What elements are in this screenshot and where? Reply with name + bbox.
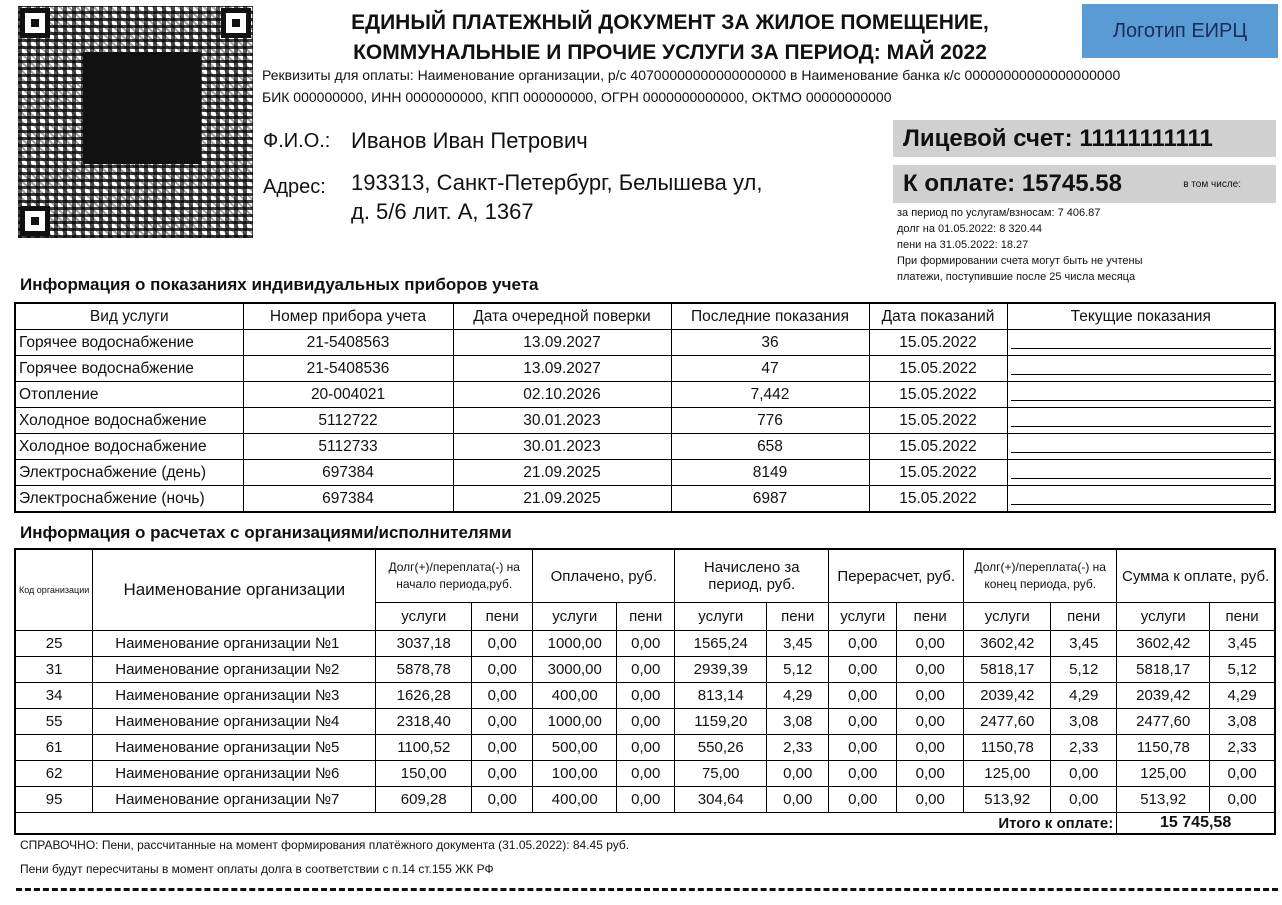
header-debt-end: Долг(+)/переплата(-) на конец периода, руб. — [964, 549, 1117, 603]
amount-cell: 3,08 — [1210, 709, 1275, 735]
amount-cell: 0,00 — [617, 709, 675, 735]
amount-cell: 2039,42 — [964, 683, 1051, 709]
amount-cell: 0,00 — [617, 631, 675, 657]
amount-cell: 304,64 — [675, 787, 767, 813]
document-title-line2: КОММУНАЛЬНЫЕ И ПРОЧИЕ УСЛУГИ ЗА ПЕРИОД: МАЙ 2022 — [353, 41, 987, 64]
current-reading-field[interactable] — [1007, 356, 1275, 382]
current-reading-field[interactable] — [1007, 486, 1275, 513]
document-title-line1: ЕДИНЫЙ ПЛАТЕЖНЫЙ ДОКУМЕНТ ЗА ЖИЛОЕ ПОМЕЩЕНИЕ, — [351, 11, 989, 34]
header-reading-date: Дата показаний — [869, 303, 1007, 330]
note-period: за период по услугам/взносам: 7 406.87 — [897, 207, 1101, 219]
amount-cell: 150,00 — [376, 761, 472, 787]
amount-cell: 0,00 — [829, 631, 897, 657]
amount-cell: 0,00 — [897, 735, 964, 761]
amount-cell: 0,00 — [617, 787, 675, 813]
amount-cell: 0,00 — [897, 709, 964, 735]
document-title — [260, 8, 1080, 68]
amount-cell: 0,00 — [897, 631, 964, 657]
amount-cell: 5,12 — [1051, 657, 1117, 683]
requisites-line1: Реквизиты для оплаты: Наименование организации, р/с 40700000000000000000 в Наименование банка к/с 00000000000000000000 — [262, 67, 1121, 83]
current-reading-field[interactable] — [1007, 460, 1275, 486]
amount-cell: 4,29 — [1051, 683, 1117, 709]
amount-cell: 0,00 — [897, 761, 964, 787]
amount-cell: 813,14 — [675, 683, 767, 709]
amount-cell: 3,08 — [767, 709, 829, 735]
note-warning-2: платежи, поступившие после 25 числа месяца — [897, 271, 1136, 283]
meters-table — [14, 302, 1276, 513]
org-name-cell: Наименование организации №3 — [93, 683, 376, 709]
amount-cell: 0,00 — [829, 683, 897, 709]
amount-cell: 1150,78 — [1117, 735, 1210, 761]
table-row: Горячее водоснабжение 21-5408563 13.09.2027 36 15.05.2022 — [15, 330, 1275, 356]
amount-cell: 5818,17 — [1117, 657, 1210, 683]
amount-cell: 5,12 — [1210, 657, 1275, 683]
org-code-cell: 61 — [15, 735, 93, 761]
amount-cell: 0,00 — [897, 787, 964, 813]
org-code-cell: 55 — [15, 709, 93, 735]
qr-finder-top-left — [20, 8, 50, 38]
amount-cell: 5,12 — [767, 657, 829, 683]
org-code-cell: 34 — [15, 683, 93, 709]
amount-cell: 0,00 — [472, 787, 533, 813]
amount-cell: 3,45 — [1051, 631, 1117, 657]
qr-finder-bottom-left — [20, 206, 50, 236]
amount-cell: 0,00 — [617, 761, 675, 787]
amount-cell: 0,00 — [617, 657, 675, 683]
header-recalc: Перерасчет, руб. — [829, 549, 964, 603]
payment-requisites — [262, 64, 1120, 108]
amount-cell: 0,00 — [472, 683, 533, 709]
org-name-cell: Наименование организации №5 — [93, 735, 376, 761]
calc-body — [15, 631, 1275, 813]
amount-cell: 3602,42 — [1117, 631, 1210, 657]
amount-cell: 3000,00 — [533, 657, 617, 683]
amount-cell: 2,33 — [767, 735, 829, 761]
amount-cell: 5818,17 — [964, 657, 1051, 683]
amount-cell: 0,00 — [472, 709, 533, 735]
account-number-box: Лицевой счет: 11111111111 — [893, 120, 1276, 157]
table-row: Холодное водоснабжение 5112722 30.01.2023 776 15.05.2022 — [15, 408, 1275, 434]
table-row — [15, 631, 1275, 657]
amount-cell: 4,29 — [767, 683, 829, 709]
amount-cell: 1565,24 — [675, 631, 767, 657]
table-row: Холодное водоснабжение 5112733 30.01.2023 658 15.05.2022 — [15, 434, 1275, 460]
cut-line — [16, 888, 1278, 891]
amount-cell: 2939,39 — [675, 657, 767, 683]
amount-cell: 5878,78 — [376, 657, 472, 683]
amount-cell: 0,00 — [767, 761, 829, 787]
header-last-reading: Последние показания — [671, 303, 869, 330]
org-name-cell: Наименование организации №6 — [93, 761, 376, 787]
current-reading-field[interactable] — [1007, 408, 1275, 434]
amount-cell: 0,00 — [767, 787, 829, 813]
header-service: Вид услуги — [15, 303, 243, 330]
amount-cell: 513,92 — [1117, 787, 1210, 813]
header-meter-number: Номер прибора учета — [243, 303, 453, 330]
address-line2: д. 5/6 лит. А, 1367 — [351, 199, 534, 224]
footer-note-1: СПРАВОЧНО: Пени, рассчитанные на момент формирования платёжного документа (31.05.2022): 84.45 руб. — [20, 838, 630, 852]
amount-cell: 0,00 — [472, 631, 533, 657]
logo-placeholder: Логотип ЕИРЦ — [1082, 4, 1278, 58]
total-row — [15, 813, 1275, 835]
amount-cell: 513,92 — [964, 787, 1051, 813]
meters-header-row — [15, 303, 1275, 330]
header-next-check: Дата очередной поверки — [453, 303, 671, 330]
qr-finder-top-right — [221, 8, 251, 38]
header-charged: Начислено за период, руб. — [675, 549, 829, 603]
amount-cell: 400,00 — [533, 787, 617, 813]
org-name-cell: Наименование организации №4 — [93, 709, 376, 735]
amount-cell: 1159,20 — [675, 709, 767, 735]
amount-due-box — [893, 165, 1276, 203]
amount-cell: 2318,40 — [376, 709, 472, 735]
amount-cell: 0,00 — [829, 709, 897, 735]
amount-cell: 3,45 — [1210, 631, 1275, 657]
amount-cell: 609,28 — [376, 787, 472, 813]
amount-cell: 0,00 — [472, 735, 533, 761]
amount-cell: 0,00 — [897, 657, 964, 683]
current-reading-field[interactable] — [1007, 330, 1275, 356]
table-row — [15, 735, 1275, 761]
table-row — [15, 657, 1275, 683]
amount-cell: 2039,42 — [1117, 683, 1210, 709]
table-row: Электроснабжение (ночь) 697384 21.09.2025 6987 15.05.2022 — [15, 486, 1275, 513]
table-row — [15, 761, 1275, 787]
fio-value: Иванов Иван Петрович — [351, 128, 588, 153]
qr-redaction-block — [83, 52, 201, 164]
amount-cell: 0,00 — [1051, 761, 1117, 787]
org-name-cell: Наименование организации №1 — [93, 631, 376, 657]
footer-note-2: Пени будут пересчитаны в момент оплаты долга в соответствии с п.14 ст.155 ЖК РФ — [20, 862, 494, 876]
amount-cell: 0,00 — [829, 657, 897, 683]
amount-cell: 0,00 — [829, 787, 897, 813]
amount-cell: 3,45 — [767, 631, 829, 657]
current-reading-field[interactable] — [1007, 382, 1275, 408]
header-to-pay: Сумма к оплате, руб. — [1117, 549, 1275, 603]
address-label: Адрес: — [263, 176, 326, 198]
org-code-cell: 95 — [15, 787, 93, 813]
org-code-cell: 31 — [15, 657, 93, 683]
meters-section-title: Информация о показаниях индивидуальных приборов учета — [20, 275, 539, 294]
calc-subheader-row: услуги пени услуги пени услуги пени услуги пени услуги пени услуги пени — [15, 603, 1275, 631]
amount-cell: 3,08 — [1051, 709, 1117, 735]
amount-cell: 100,00 — [533, 761, 617, 787]
amount-cell: 2477,60 — [964, 709, 1051, 735]
total-value: 15 745,58 — [1117, 813, 1275, 835]
table-row — [15, 683, 1275, 709]
amount-due: К оплате: 15745.58 — [903, 170, 1122, 197]
amount-cell: 1000,00 — [533, 631, 617, 657]
amount-cell: 550,26 — [675, 735, 767, 761]
amount-cell: 0,00 — [472, 761, 533, 787]
amount-cell: 0,00 — [472, 657, 533, 683]
amount-cell: 3037,18 — [376, 631, 472, 657]
current-reading-field[interactable] — [1007, 434, 1275, 460]
address-line1: 193313, Санкт-Петербург, Белышева ул, — [351, 170, 763, 195]
amount-cell: 0,00 — [829, 735, 897, 761]
amount-cell: 0,00 — [829, 761, 897, 787]
note-debt: долг на 01.05.2022: 8 320.44 — [897, 223, 1043, 235]
header-debt-start: Долг(+)/переплата(-) на начало периода,руб. — [376, 549, 533, 603]
table-row: Электроснабжение (день) 697384 21.09.2025 8149 15.05.2022 — [15, 460, 1275, 486]
requisites-line2: БИК 000000000, ИНН 0000000000, КПП 000000000, ОГРН 0000000000000, ОКТМО 00000000000 — [262, 89, 892, 105]
including-label: в том числе: — [1183, 179, 1241, 190]
amount-cell: 0,00 — [1051, 787, 1117, 813]
header-paid: Оплачено, руб. — [533, 549, 675, 603]
amount-cell: 1000,00 — [533, 709, 617, 735]
total-label: Итого к оплате: — [15, 813, 1117, 835]
amount-cell: 0,00 — [1210, 761, 1275, 787]
amount-breakdown — [897, 205, 1142, 285]
calc-section-title: Информация о расчетах с организациями/исполнителями — [20, 523, 512, 542]
org-code-cell: 25 — [15, 631, 93, 657]
amount-cell: 75,00 — [675, 761, 767, 787]
table-row: Отопление 20-004021 02.10.2026 7,442 15.05.2022 — [15, 382, 1275, 408]
table-row — [15, 787, 1275, 813]
amount-cell: 3602,42 — [964, 631, 1051, 657]
amount-cell: 0,00 — [617, 683, 675, 709]
amount-cell: 0,00 — [617, 735, 675, 761]
amount-cell: 4,29 — [1210, 683, 1275, 709]
header-org-name: Наименование организации — [93, 549, 376, 631]
amount-cell: 0,00 — [897, 683, 964, 709]
header-current-reading: Текущие показания — [1007, 303, 1275, 330]
org-name-cell: Наименование организации №7 — [93, 787, 376, 813]
table-row: Горячее водоснабжение 21-5408536 13.09.2027 47 15.05.2022 — [15, 356, 1275, 382]
note-warning-1: При формировании счета могут быть не учтены — [897, 255, 1143, 267]
amount-cell: 1150,78 — [964, 735, 1051, 761]
amount-cell: 400,00 — [533, 683, 617, 709]
amount-cell: 1100,52 — [376, 735, 472, 761]
header-org-code: Код организации — [15, 549, 93, 631]
table-row — [15, 709, 1275, 735]
note-penalty: пени на 31.05.2022: 18.27 — [897, 239, 1029, 251]
amount-cell: 500,00 — [533, 735, 617, 761]
amount-cell: 125,00 — [964, 761, 1051, 787]
amount-cell: 125,00 — [1117, 761, 1210, 787]
calc-header-row — [15, 549, 1275, 603]
fio-label: Ф.И.О.: — [263, 130, 331, 152]
amount-cell: 2,33 — [1210, 735, 1275, 761]
org-code-cell: 62 — [15, 761, 93, 787]
calc-table — [14, 548, 1276, 835]
org-name-cell: Наименование организации №2 — [93, 657, 376, 683]
amount-cell: 2,33 — [1051, 735, 1117, 761]
amount-cell: 0,00 — [1210, 787, 1275, 813]
amount-cell: 2477,60 — [1117, 709, 1210, 735]
amount-cell: 1626,28 — [376, 683, 472, 709]
